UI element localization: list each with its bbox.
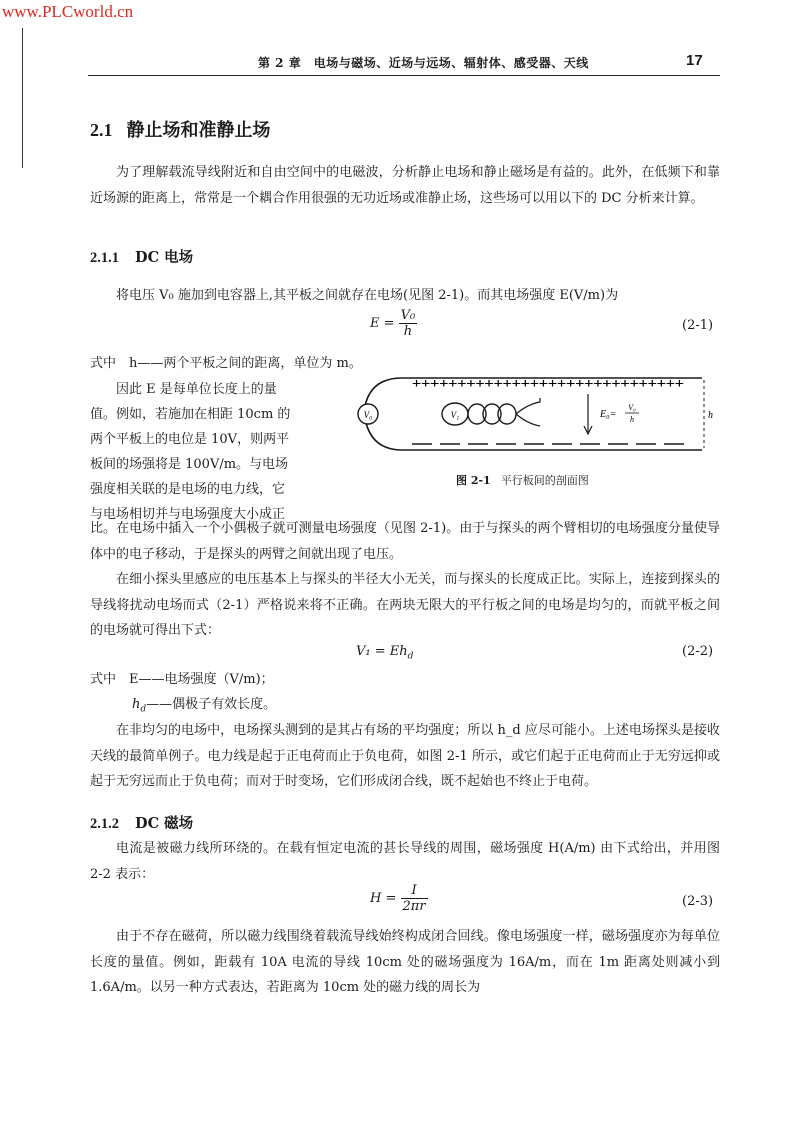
field-denominator: h bbox=[630, 415, 634, 424]
wrap-line: 两个平板上的电位是 10V，则两平 bbox=[90, 432, 290, 447]
where-e: 式中 E——电场强度（V/m)； bbox=[90, 672, 274, 687]
paragraph-nonuniform: 在非均匀的电场中，电场探头测到的是其占有场的平均强度；所以 h_d 应尽可能小。上述电场探头是接收天线的最简单例子。电力线是起于正电荷而止于负电荷，如图 2-1 所示，或它们起于正电荷而止于无穷远抑或起于无穷远而止于负电荷；而对于时变场，它们形成闭合线，既不起始也不终止于电荷。 bbox=[90, 723, 720, 789]
caption-text: 平行板间的剖面图 bbox=[500, 474, 589, 487]
equation-2-1 bbox=[370, 308, 417, 339]
figure-caption bbox=[456, 472, 589, 488]
parallel-plate-diagram bbox=[350, 372, 720, 462]
wrap-line: 值。例如，若施加在相距 10cm 的 bbox=[90, 407, 291, 422]
section-number: 2.1 bbox=[90, 120, 113, 140]
paragraph-voltage: 将电压 V₀ 施加到电容器上,其平板之间就存在电场(见图 2-1)。而其电场强度 E(V/m)为 bbox=[116, 288, 619, 303]
section-title: 静止场和准静止场 bbox=[126, 120, 271, 141]
wrap-line: 板间的场强将是 100V/m。与电场 bbox=[90, 457, 289, 472]
eq1-numerator: V₀ bbox=[400, 308, 416, 323]
page-number: 17 bbox=[686, 52, 703, 69]
subsection-title: DC 电场 bbox=[135, 249, 194, 266]
intro-paragraph: 为了理解载流导线附近和自由空间中的电磁波，分析静止电场和静止磁场是有益的。此外，在低频下和靠近场源的距离上，常常是一个耦合作用很强的无功近场或准静止场，这些场可以用以下的 DC 分析来计算。 bbox=[90, 165, 720, 206]
probe-label: V₁ bbox=[450, 410, 460, 420]
paragraph-current: 电流是被磁力线所环绕的。在载有恒定电流的甚长导线的周围，磁场强度 H(A/m) 由下式给出，并用图 2-2 表示： bbox=[90, 841, 720, 882]
subsection-heading-dc-electric bbox=[90, 246, 193, 267]
source-label: V₀ bbox=[363, 410, 373, 420]
equation-2-3 bbox=[370, 883, 428, 914]
watermark: www.PLCworld.cn bbox=[2, 2, 134, 21]
hd-subscript: d bbox=[140, 704, 147, 715]
eq1-fraction bbox=[399, 308, 418, 339]
paragraph-probe: 在细小探头里感应的电压基本上与探头的半径大小无关，而与探头的长度成正比。实际上，连接到探头的导线将扰动电场而式（2-1）严格说来将不正确。在两块无限大的平行板之间的电场是均匀的，而就平板之间的电场就可得出下式： bbox=[90, 572, 720, 638]
wrap-line: 与电场相切并与电场强度大小成正 bbox=[90, 507, 286, 522]
wrap-line: 因此 E 是每单位长度上的量 bbox=[116, 382, 277, 397]
subsection-number: 2.1.1 bbox=[90, 250, 119, 266]
eq3-tag: (2-3) bbox=[682, 894, 714, 909]
header-rule bbox=[88, 75, 720, 76]
hd-definition: ——偶极子有效长度。 bbox=[146, 697, 277, 712]
dipole-arms bbox=[516, 398, 540, 426]
equation-2-2 bbox=[356, 644, 413, 662]
eq3-lhs: H = bbox=[370, 891, 397, 906]
subsection-title: DC 磁场 bbox=[135, 815, 194, 832]
gap-label: h bbox=[708, 410, 713, 421]
caption-number: 图 2-1 bbox=[456, 474, 491, 487]
margin-rule bbox=[22, 28, 23, 168]
where-hd bbox=[132, 693, 276, 715]
running-head: 第 2 章 电场与磁场、近场与远场、辐射体、感受器、天线 bbox=[258, 56, 589, 70]
eq1-lhs: E = bbox=[370, 316, 395, 331]
eq2-subscript: d bbox=[407, 651, 414, 662]
eq3-fraction bbox=[401, 883, 428, 914]
field-label: E₀= bbox=[600, 409, 617, 420]
eq1-denominator: h bbox=[403, 324, 413, 339]
subsection-number: 2.1.2 bbox=[90, 816, 119, 832]
paragraph-magnetic-loops: 由于不存在磁荷，所以磁力线围绕着载流导线始终构成闭合回线。像电场强度一样，磁场强度亦为每单位长度的量值。例如，距载有 10A 电流的导线 10cm 处的磁场强度为 16A/m，而在 1m 距离处则减小到 1.6A/m。以另一种方式表达，若距离为 10cm 处的磁力线的周长为 bbox=[90, 929, 720, 995]
subsection-heading-dc-magnetic bbox=[90, 812, 193, 833]
eq3-numerator: I bbox=[401, 883, 428, 899]
eq2-body: V₁ = Eh bbox=[356, 644, 408, 659]
hd-symbol: h bbox=[132, 697, 141, 712]
eq1-tag: (2-1) bbox=[682, 318, 714, 333]
eq3-denominator: 2πr bbox=[402, 899, 426, 914]
paragraph-field-lines-continued: 比。在电场中插入一个小偶极子就可测量电场强度（见图 2-1)。由于与探头的两个臂相切的电场强度分量使导体中的电子移动，于是探头的两臂之间就出现了电压。 bbox=[90, 521, 720, 562]
section-heading bbox=[90, 116, 271, 142]
wrap-line: 强度相关联的是电场的电力线，它 bbox=[90, 482, 286, 497]
field-numerator: V₀ bbox=[628, 403, 636, 412]
positive-charges: ++++++++++++++++++++++++++++++ bbox=[412, 376, 684, 390]
eq2-tag: (2-2) bbox=[682, 644, 714, 659]
figure-2-1 bbox=[350, 372, 720, 492]
where-h: 式中 h——两个平板之间的距离，单位为 m。 bbox=[90, 356, 362, 371]
